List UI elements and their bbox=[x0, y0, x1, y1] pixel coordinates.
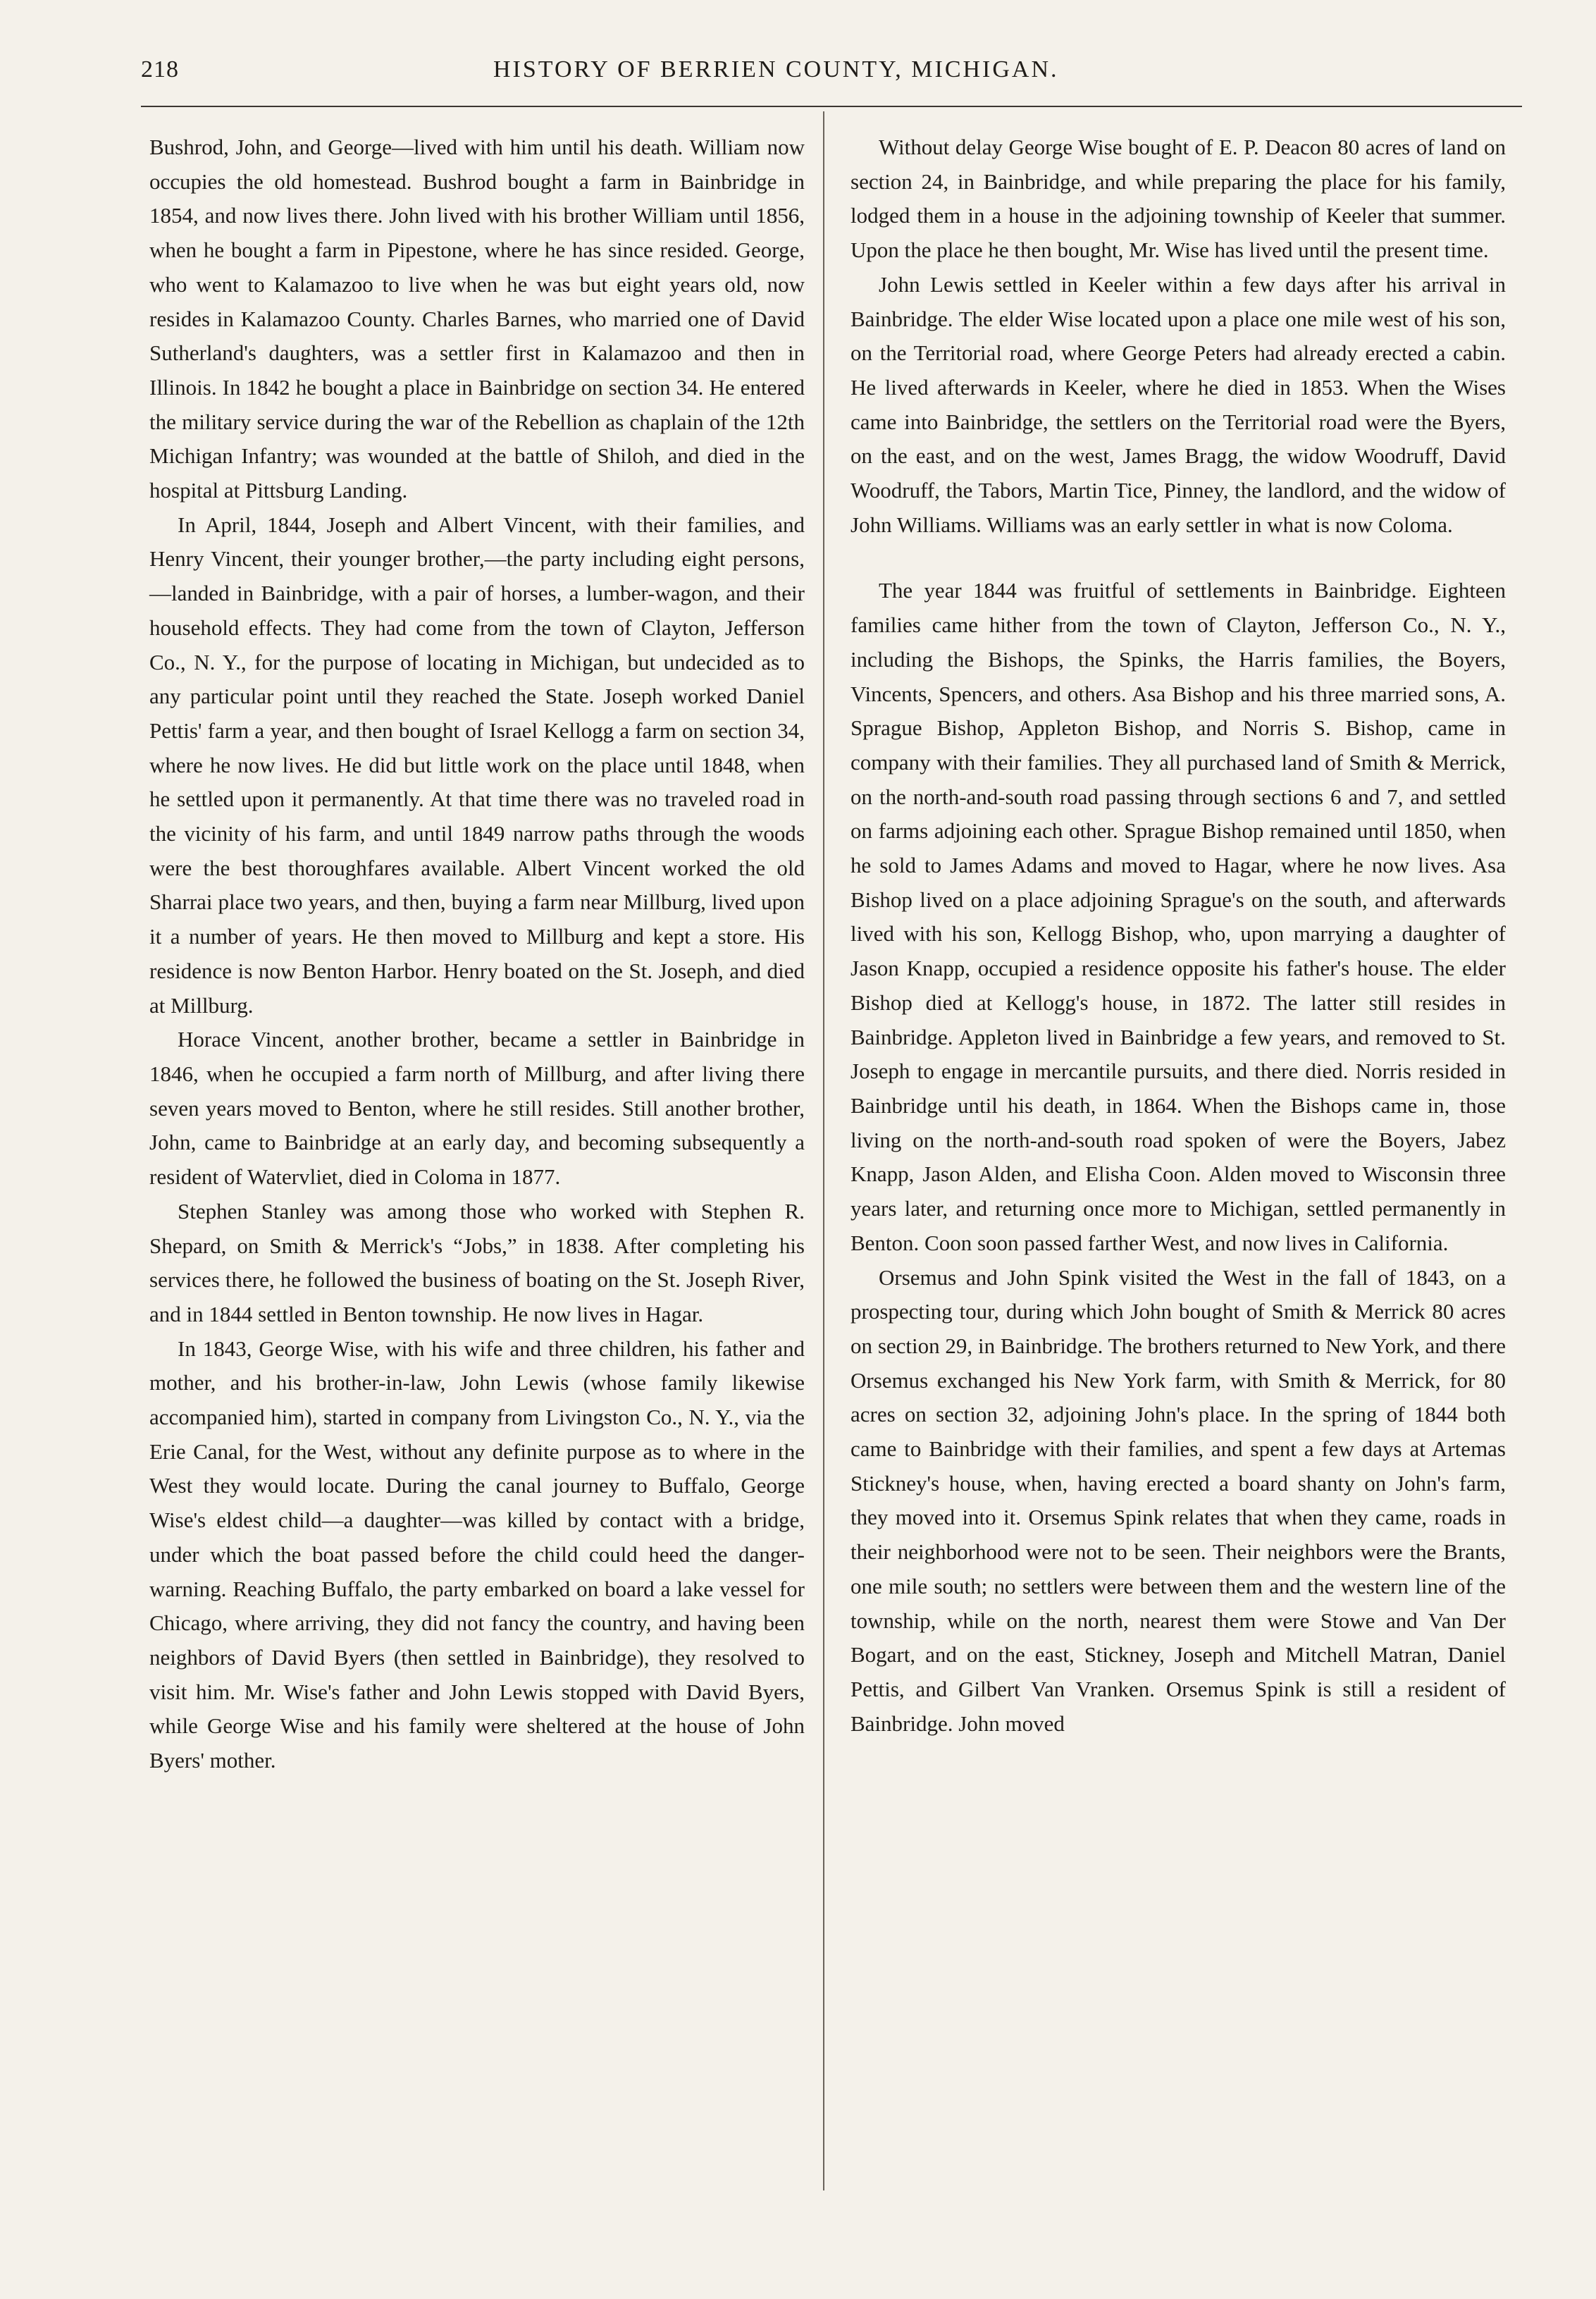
paragraph: Stephen Stanley was among those who worked with Stephen R. Shepard, on Smith & Merrick's “Jobs,” in 1838. After completing his services there, he followed the business of boating on the St. Joseph River, and in 1844 settled in Benton township. He now lives in Hagar. bbox=[149, 1198, 805, 1326]
page-number: 218 bbox=[141, 56, 179, 82]
running-title: HISTORY OF BERRIEN COUNTY, MICHIGAN. bbox=[493, 56, 1059, 82]
right-column bbox=[850, 130, 1506, 1741]
column-divider bbox=[823, 111, 824, 2190]
running-head bbox=[0, 0, 1596, 99]
paragraph: The year 1844 was fruitful of settlements in Bainbridge. Eighteen families came hither from the town of Clayton, Jefferson Co., N. Y., including the Bishops, the Spinks, the Harris families, the Boyers, Vincents, Spencers, and others. Asa Bishop and his three married sons, A. Sprague Bishop, Appleton Bishop, and Norris S. Bishop, came in company with their families. They all purchased land of Smith & Merrick, on the north-and-south road passing through sections 6 and 7, and settled on farms adjoining each other. Sprague Bishop remained until 1850, when he sold to James Adams and moved to Hagar, where he now lives. Asa Bishop lived on a place adjoining Sprague's on the south, and afterwards lived with his son, Kellogg Bishop, who, upon marrying a daughter of Jason Knapp, occupied a residence opposite his father's house. The elder Bishop died at Kellogg's house, in 1872. The latter still resides in Bainbridge. Appleton lived in Bainbridge a few years, and removed to St. Joseph to engage in mercantile pursuits, and there died. Norris resided in Bainbridge until his death, in 1864. When the Bishops came in, those living on the north-and-south road spoken of were the Boyers, Jabez Knapp, Jason Alden, and Elisha Coon. Alden moved to Wisconsin three years later, and returning once more to Michigan, settled permanently in Benton. Coon soon passed farther West, and now lives in California. bbox=[850, 578, 1506, 1255]
left-column bbox=[149, 130, 805, 1778]
paragraph: Bushrod, John, and George—lived with him until his death. William now occupies the old homestead. Bushrod bought a farm in Bainbridge in 1854, and now lives there. John lived with his brother William until 1856, when he bought a farm in Pipestone, where he has since resided. George, who went to Kalamazoo to live when he was but eight years old, now resides in Kalamazoo County. Charles Barnes, who married one of David Sutherland's daughters, was a settler first in Kalamazoo and then in Illinois. In 1842 he bought a place in Bainbridge on section 34. He entered the military service during the war of the Rebellion as chaplain of the 12th Michigan Infantry; was wounded at the battle of Shiloh, and died in the hospital at Pittsburg Landing. bbox=[149, 135, 805, 503]
paragraph: John Lewis settled in Keeler within a few days after his arrival in Bainbridge. The elder Wise located upon a place one mile west of his son, on the Territorial road, where George Peters had already erected a cabin. He lived afterwards in Keeler, where he died in 1853. When the Wises came into Bainbridge, the settlers on the Territorial road were the Byers, on the east, and on the west, James Bragg, the widow Woodruff, David Woodruff, the Tabors, Martin Tice, Pinney, the landlord, and the widow of John Williams. Williams was an early settler in what is now Coloma. bbox=[850, 271, 1506, 537]
paragraph: Orsemus and John Spink visited the West in the fall of 1843, on a prospecting tour, during which John bought of Smith & Merrick 80 acres on section 29, in Bainbridge. The brothers returned to New York, and there Orsemus exchanged his New York farm, with Smith & Merrick, for 80 acres on section 32, adjoining John's place. In the spring of 1844 both came to Bainbridge with their families, and spent a few days at Artemas Stickney's house, when, having erected a board shanty on John's farm, they moved into it. Orsemus Spink relates that when they came, roads in their neighborhood were not to be seen. Their neighbors were the Brants, one mile south; no settlers were between them and the western line of the township, while on the north, nearest them were Stowe and Van Der Bogart, and on the east, Stickney, Joseph and Mitchell Matran, Daniel Pettis, and Gilbert Van Vranken. Orsemus Spink is still a resident of Bainbridge. John moved bbox=[850, 1264, 1506, 1736]
header-rule bbox=[141, 106, 1522, 107]
paragraph: Without delay George Wise bought of E. P. Deacon 80 acres of land on section 24, in Bainbridge, and while preparing the place for his family, lodged them in a house in the adjoining township of Keeler that summer. Upon the place he then bought, Mr. Wise has lived until the present time. bbox=[850, 135, 1506, 263]
paragraph: In 1843, George Wise, with his wife and three children, his father and mother, and his brother-in-law, John Lewis (whose family likewise accompanied him), started in company from Livingston Co., N. Y., via the Erie Canal, for the West, without any definite purpose as to where in the West they would locate. During the canal journey to Buffalo, George Wise's eldest child—a daughter—was killed by contact with a bridge, under which the boat passed before the child could heed the danger-warning. Reaching Buffalo, the party embarked on board a lake vessel for Chicago, where arriving, they did not fancy the country, and having been neighbors of David Byers (then settled in Bainbridge), they resolved to visit him. Mr. Wise's father and John Lewis stopped with David Byers, while George Wise and his family were sheltered at the house of John Byers' mother. bbox=[149, 1336, 805, 1773]
paragraph: Horace Vincent, another brother, became a settler in Bainbridge in 1846, when he occupied a farm north of Millburg, and after living there seven years moved to Benton, where he still resides. Still another brother, John, came to Bainbridge at an early day, and becoming subsequently a resident of Watervliet, died in Coloma in 1877. bbox=[149, 1027, 805, 1190]
paragraph: In April, 1844, Joseph and Albert Vincent, with their families, and Henry Vincent, their younger brother,—the party including eight persons,—landed in Bainbridge, with a pair of horses, a lumber-wagon, and their household effects. They had come from the town of Clayton, Jefferson Co., N. Y., for the purpose of locating in Michigan, but undecided as to any particular point until they reached the State. Joseph worked Daniel Pettis' farm a year, and then bought of Israel Kellogg a farm on section 34, where he now lives. He did but little work on the place until 1848, when he settled upon it permanently. At that time there was no traveled road in the vicinity of his farm, and until 1849 narrow paths through the woods were the best thoroughfares available. Albert Vincent worked the old Sharrai place two years, and then, buying a farm near Millburg, lived upon it a number of years. He then moved to Millburg and kept a store. His residence is now Benton Harbor. Henry boated on the St. Joseph, and died at Millburg. bbox=[149, 512, 805, 1018]
